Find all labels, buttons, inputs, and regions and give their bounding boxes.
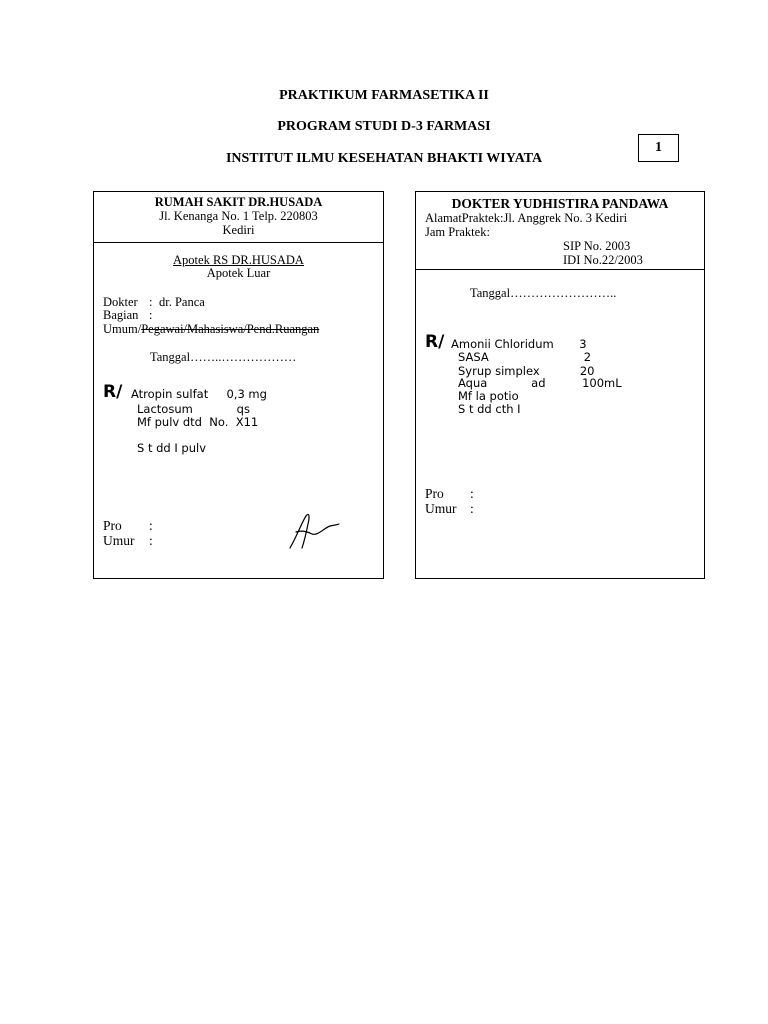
idi-number: IDI No.22/2003 [563,253,643,267]
card-divider [94,242,383,243]
umur-label: Umur [103,533,135,548]
apotek-luar-label: Apotek Luar [206,266,271,280]
umum-label: Umum/ [103,322,142,336]
pro-label: Pro [103,518,122,533]
header-line-3: INSTITUT ILMU KESEHATAN BHAKTI WIYATA [225,151,543,166]
practice-address: AlamatPraktek:Jl. Anggrek No. 3 Kediri [425,211,628,225]
doctor-prescription-card [415,191,705,579]
rx-line-1: Amonii Chloridum 3 [451,337,587,351]
practice-hours: Jam Praktek: [425,225,490,239]
hospital-city: Kediri [222,223,255,237]
rx-symbol: R/ [425,332,445,352]
pro-label: Pro [425,486,444,501]
dokter-label: Dokter [103,295,138,309]
rx-line-6: S t dd cth I [458,402,521,416]
doctor-name: DOKTER YUDHISTIRA PANDAWA [451,196,669,211]
page-number-box: 1 [638,134,679,162]
bagian-label: Bagian [103,308,139,322]
tanggal-field: Tanggal……..……………… [150,350,297,364]
rx-line-5: Mf la potio [458,389,519,403]
header-line-1: PRAKTIKUM FARMASETIKA II [279,88,489,103]
umum-struck-options: Pegawai/Mahasiswa/Pend.Ruangan [141,322,320,336]
umur-label: Umur [425,501,457,516]
dokter-colon: : [149,295,153,309]
bagian-colon: : [149,308,153,322]
pro-colon: : [470,486,474,501]
rx-line-4: S t dd I pulv [137,441,207,455]
rx-line-4: Aqua ad 100mL [458,376,622,390]
doctor-signature [286,510,342,552]
rx-symbol: R/ [103,382,123,402]
sip-number: SIP No. 2003 [563,239,631,253]
umur-colon: : [470,501,474,516]
umum-line [103,322,319,337]
dokter-value: dr. Panca [159,295,205,309]
rx-line-2: SASA 2 [458,350,592,364]
hospital-name: RUMAH SAKIT DR.HUSADA [154,195,323,209]
rx-line-3: Mf pulv dtd No. X11 [137,415,259,429]
rx-line-1: Atropin sulfat 0,3 mg [131,387,267,401]
tanggal-field: Tanggal…………………….. [470,286,617,300]
pro-colon: : [149,518,153,533]
hospital-prescription-card [93,191,384,579]
apotek-rs-label: Apotek RS DR.HUSADA [173,253,304,267]
hospital-address: Jl. Kenanga No. 1 Telp. 220803 [159,209,318,223]
header-line-2: PROGRAM STUDI D-3 FARMASI [277,119,491,134]
rx-line-2: Lactosum qs [137,402,250,416]
umur-colon: : [149,533,153,548]
card-divider [416,269,704,270]
rx-line-3: Syrup simplex 20 [458,364,595,378]
